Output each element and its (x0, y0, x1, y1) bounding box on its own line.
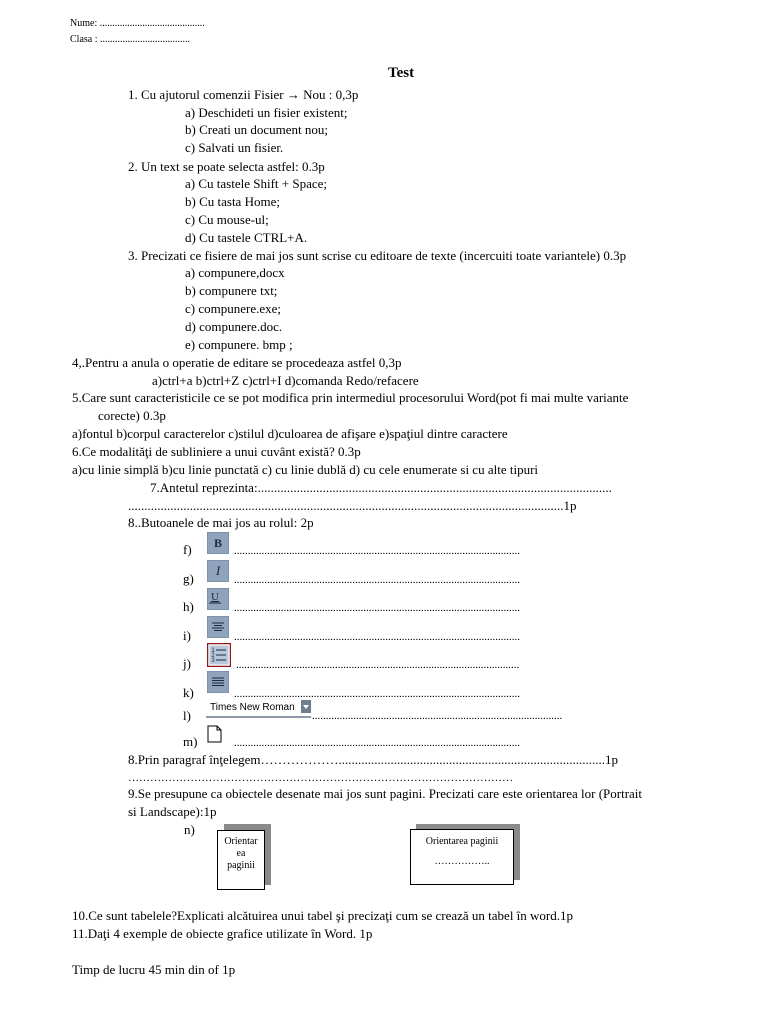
portrait-page-text-3: paginii (227, 860, 255, 871)
question-7: 7.Antetul reprezinta:............................................................................................................. (150, 480, 612, 495)
svg-text:1: 1 (211, 648, 215, 654)
q3-option-e: e) compunere. bmp ; (185, 337, 293, 352)
underline-icon (207, 588, 229, 610)
page-title: Test (388, 65, 415, 81)
svg-text:I: I (215, 563, 221, 578)
q5-options: a)fontul b)corpul caracterelor c)stilul d)culoarea de afişare e)spaţiul dintre caractere (72, 426, 508, 441)
q3-option-d: d) compunere.doc. (185, 319, 283, 334)
q1-option-b: b) Creati un document nou; (185, 122, 328, 137)
q1-option-a: a) Deschideti un fisier existent; (185, 105, 348, 120)
question-6: 6.Ce modalităţi de subliniere a unui cuvânt există? 0.3p (72, 444, 361, 459)
q8-label-k: k) (183, 685, 194, 700)
svg-text:2: 2 (211, 653, 215, 659)
question-1: 1. Cu ajutorul comenzii Fisier → Nou : 0,3p (128, 87, 359, 102)
q8-label-h: h) (183, 599, 194, 614)
q8-dots-m: ........................................................................................................ (234, 737, 520, 749)
question-8: 8..Butoanele de mai jos au rolul: 2p (128, 515, 314, 530)
portrait-page-text-1: Orientar (224, 836, 258, 847)
question-10: 10.Ce sunt tabelele?Explicati alcătuirea unui tabel şi precizaţi cum se crează un tabel în word.1p (72, 908, 574, 923)
question-9-cont: si Landscape):1p (128, 804, 217, 819)
question-8b: 8.Prin paragraf înţelegem………………..................................................................................1p (128, 752, 618, 767)
q8-label-m: m) (183, 734, 198, 749)
portrait-page-text-2: ea (236, 848, 246, 859)
q8b-answer-line: …………………………………………………………………………………………… (128, 772, 513, 784)
chevron-down-icon (301, 700, 311, 713)
landscape-page-shape (410, 829, 514, 885)
bold-icon (207, 532, 229, 554)
justify-icon (207, 671, 229, 693)
q3-option-a: a) compunere,docx (185, 265, 285, 280)
q8-label-j: j) (183, 656, 191, 671)
font-dropdown-value: Times New Roman (210, 702, 295, 713)
q8-dots-j: ....................................................................................................... (236, 659, 520, 671)
name-field: Nume: .......................................... (70, 18, 205, 29)
q1-option-c: c) Salvati un fisier. (185, 140, 284, 155)
q2-option-a: a) Cu tastele Shift + Space; (185, 176, 327, 191)
q3-option-b: b) compunere txt; (185, 283, 278, 298)
q8-dots-g: ........................................................................................................ (234, 574, 520, 586)
q8-label-i: i) (183, 628, 191, 643)
q2-option-d: d) Cu tastele CTRL+A. (185, 230, 308, 245)
numbered-list-icon (207, 643, 231, 667)
q3-option-c: c) compunere.exe; (185, 301, 282, 316)
svg-text:3: 3 (211, 658, 215, 664)
q9-label-n: n) (184, 822, 195, 837)
question-5: 5.Care sunt caracteristicile ce se pot modifica prin intermediul procesorului Word(pot fi mai multe variante (72, 390, 629, 405)
new-document-icon (205, 724, 227, 746)
footer-time: Timp de lucru 45 min din of 1p (72, 962, 236, 977)
font-dropdown (206, 699, 311, 718)
q7-answer-line: ......................................................................................................................................1p (128, 498, 577, 513)
q8-label-l: l) (183, 708, 191, 723)
question-2: 2. Un text se poate selecta astfel: 0.3p (128, 159, 325, 174)
q8-dots-k: ........................................................................................................ (234, 688, 520, 700)
svg-text:B: B (213, 536, 223, 550)
q8-dots-h: ........................................................................................................ (234, 602, 520, 614)
align-center-icon (207, 616, 229, 638)
italic-icon (207, 560, 229, 582)
q8-dots-f: ........................................................................................................ (234, 545, 520, 557)
question-3: 3. Precizati ce fisiere de mai jos sunt scrise cu editoare de texte (incercuiti toate variantele) 0.3p (128, 248, 627, 263)
portrait-page-shape (217, 830, 265, 890)
q8-dots-i: ........................................................................................................ (234, 631, 520, 643)
question-9: 9.Se presupune ca obiectele desenate mai jos sunt pagini. Precizati care este orientarea lor (Portrait (128, 786, 643, 801)
q2-option-c: c) Cu mouse-ul; (185, 212, 269, 227)
q8-dots-l: ........................................................................................... (312, 710, 563, 722)
q8-label-f: f) (183, 542, 192, 557)
question-4: 4,.Pentru a anula o operatie de editare se procedeaza astfel 0,3p (72, 355, 402, 370)
class-field: Clasa : .................................... (70, 34, 190, 45)
q6-options: a)cu linie simplă b)cu linie punctată c) cu linie dublă d) cu cele enumerate si cu alte tipuri (72, 462, 539, 477)
question-5-cont: corecte) 0.3p (98, 408, 166, 423)
svg-text:U: U (211, 591, 219, 603)
question-11: 11.Daţi 4 exemple de obiecte grafice utilizate în Word. 1p (72, 926, 373, 941)
q8-label-g: g) (183, 571, 194, 586)
landscape-page-dots: …………….. (434, 856, 490, 867)
landscape-page-title: Orientarea paginii (425, 836, 499, 847)
q2-option-b: b) Cu tasta Home; (185, 194, 280, 209)
q4-options: a)ctrl+a b)ctrl+Z c)ctrl+I d)comanda Redo/refacere (152, 373, 419, 388)
